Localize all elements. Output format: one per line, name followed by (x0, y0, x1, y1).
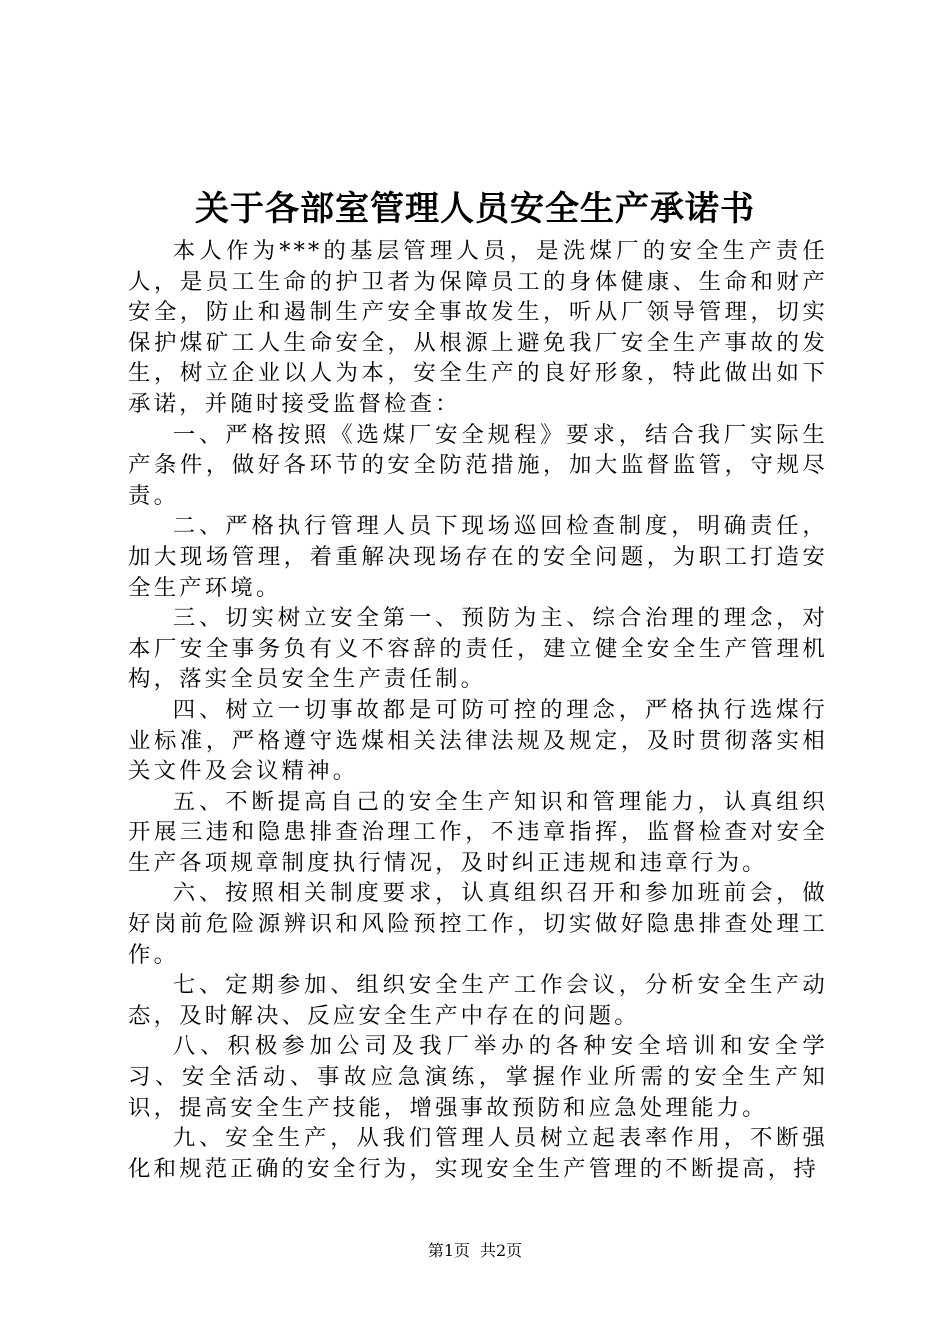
paragraph-item-9: 九、安全生产，从我们管理人员树立起表率作用，不断强化和规范正确的安全行为，实现安全生产管理的不断提高，持 (128, 1125, 828, 1182)
paragraph-item-7: 七、定期参加、组织安全生产工作会议，分析安全生产动态，及时解决、反应安全生产中存在的问题。 (128, 972, 828, 1029)
document-body (128, 236, 828, 1184)
page-number-current: 第1页 (427, 1241, 470, 1260)
paragraph-intro: 本人作为***的基层管理人员，是洗煤厂的安全生产责任人，是员工生命的护卫者为保障员工的身体健康、生命和财产安全，防止和遏制生产安全事故发生，听从厂领导管理，切实保护煤矿工人生命安全，从根源上避免我厂安全生产事故的发生，树立企业以人为本，安全生产的良好形象，特此做出如下承诺，并随时接受监督检查： (128, 238, 828, 417)
paragraph-item-1: 一、严格按照《选煤厂安全规程》要求，结合我厂实际生产条件，做好各环节的安全防范措施，加大监督监管，守规尽责。 (128, 421, 828, 509)
paragraph-item-3: 三、切实树立安全第一、预防为主、综合治理的理念，对本厂安全事务负有义不容辞的责任，建立健全安全生产管理机构，落实全员安全生产责任制。 (128, 605, 828, 693)
paragraph-item-6: 六、按照相关制度要求，认真组织召开和参加班前会，做好岗前危险源辨识和风险预控工作，切实做好隐患排查处理工作。 (128, 880, 828, 968)
paragraph-item-2: 二、严格执行管理人员下现场巡回检查制度，明确责任，加大现场管理，着重解决现场存在的安全问题，为职工打造安全生产环境。 (128, 513, 828, 601)
page-number-total: 共2页 (480, 1241, 523, 1260)
paragraph-item-5: 五、不断提高自己的安全生产知识和管理能力，认真组织开展三违和隐患排查治理工作，不违章指挥，监督检查对安全生产各项规章制度执行情况，及时纠正违规和违章行为。 (128, 788, 828, 876)
document-title: 关于各部室管理人员安全生产承诺书 (195, 189, 755, 229)
paragraph-item-4: 四、树立一切事故都是可防可控的理念，严格执行选煤行业标准，严格遵守选煤相关法律法规及规定，及时贯彻落实相关文件及会议精神。 (128, 696, 828, 785)
paragraph-item-8: 八、积极参加公司及我厂举办的各种安全培训和安全学习、安全活动、事故应急演练，掌握作业所需的安全生产知识，提高安全生产技能，增强事故预防和应急处理能力。 (128, 1033, 828, 1121)
page-footer (0, 1240, 950, 1262)
